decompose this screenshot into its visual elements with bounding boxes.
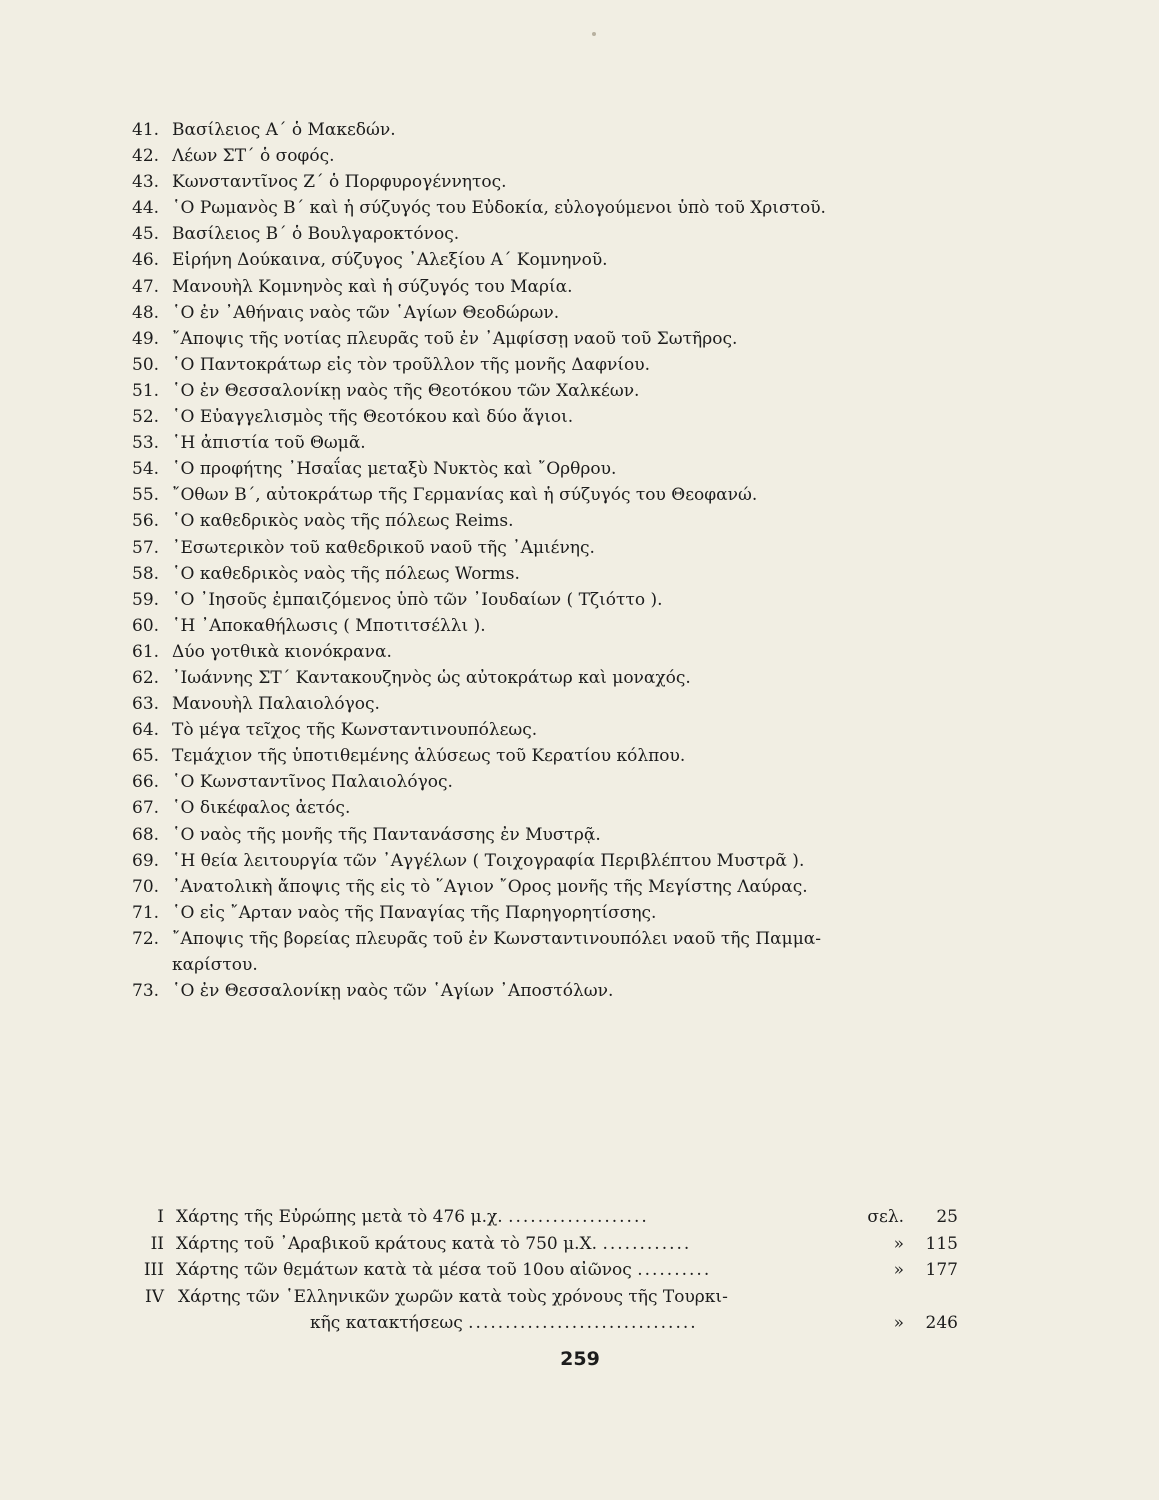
list-item-continuation bbox=[132, 952, 982, 978]
list-item bbox=[132, 456, 982, 482]
list-item bbox=[132, 274, 982, 300]
item-caption: Τὸ μέγα τεῖχος τῆς Κωνσταντινουπόλεως. bbox=[172, 720, 538, 741]
list-item bbox=[132, 639, 982, 665]
maps-list bbox=[130, 1204, 958, 1337]
item-caption: ῎Αποψις τῆς νοτίας πλευρᾶς τοῦ ἐν ᾿Αμφίσσῃ ναοῦ τοῦ Σωτῆρος. bbox=[172, 328, 738, 349]
item-number: 52. bbox=[132, 407, 160, 428]
map-title bbox=[164, 1310, 864, 1337]
list-item bbox=[132, 535, 982, 561]
item-caption: ῾Ο ναὸς τῆς μονῆς τῆς Παντανάσσης ἐν Μυστρᾷ. bbox=[172, 824, 601, 845]
map-title-text: κῆς κατακτήσεως bbox=[310, 1313, 463, 1333]
list-item bbox=[132, 300, 982, 326]
item-number: 57. bbox=[132, 537, 160, 558]
item-caption: ῾Η ἀπιστία τοῦ Θωμᾶ. bbox=[172, 433, 366, 454]
item-caption: ῾Ο Παντοκράτωρ εἰς τὸν τροῦλλον τῆς μονῆς Δαφνίου. bbox=[172, 354, 651, 375]
map-entry bbox=[130, 1257, 958, 1284]
item-caption-continuation: καρίστου. bbox=[172, 955, 258, 975]
item-number: 64. bbox=[132, 720, 160, 741]
speck-mark bbox=[592, 32, 596, 36]
map-page-number: 177 bbox=[925, 1260, 958, 1280]
item-number: 70. bbox=[132, 876, 160, 897]
item-number: 41. bbox=[132, 120, 160, 140]
list-item bbox=[132, 978, 982, 1004]
item-number: 69. bbox=[132, 850, 160, 871]
list-item bbox=[132, 247, 982, 273]
item-caption: Δύο γοτθικὰ κιονόκρανα. bbox=[172, 641, 392, 662]
item-caption: Μανουὴλ Κομνηνὸς καὶ ἡ σύζυγός του Μαρία. bbox=[172, 276, 573, 297]
list-item bbox=[132, 352, 982, 378]
item-caption: ῾Ο ἐν Θεσσαλονίκῃ ναὸς τῆς Θεοτόκου τῶν Χαλκέων. bbox=[172, 380, 640, 401]
item-number: 72. bbox=[132, 928, 160, 949]
item-caption: ῾Ο δικέφαλος ἀετός. bbox=[172, 798, 351, 819]
item-number: 53. bbox=[132, 433, 160, 454]
map-title bbox=[164, 1204, 864, 1231]
map-page-ref: » bbox=[893, 1260, 904, 1280]
map-roman-numeral bbox=[130, 1310, 164, 1337]
list-item bbox=[132, 430, 982, 456]
list-item bbox=[132, 795, 982, 821]
item-caption: Μανουὴλ Παλαιολόγος. bbox=[172, 694, 380, 715]
map-page-number bbox=[904, 1284, 958, 1311]
item-number: 61. bbox=[132, 641, 160, 662]
item-caption: ῾Ο εἰς ῎Αρταν ναὸς τῆς Παναγίας τῆς Παρηγορητίσσης. bbox=[172, 902, 657, 923]
item-caption: ῾Ο ᾿Ιησοῦς ἐμπαιζόμενος ὑπὸ τῶν ᾿Ιουδαίων ( Τζιόττο ). bbox=[172, 589, 663, 610]
leader-dots: ............................... bbox=[468, 1313, 698, 1333]
map-page-number: 246 bbox=[925, 1313, 958, 1333]
map-title-text: Χάρτης τῆς Εὐρώπης μετὰ τὸ 476 μ.χ. bbox=[176, 1207, 503, 1227]
map-roman-numeral: IV bbox=[145, 1286, 164, 1307]
item-caption: ᾿Ιωάννης ΣΤ΄ Καντακουζηνὸς ὡς αὐτοκράτωρ καὶ μοναχός. bbox=[172, 667, 691, 688]
list-item bbox=[132, 143, 982, 169]
item-caption: Κωνσταντῖνος Ζ΄ ὁ Πορφυρογέννητος. bbox=[172, 172, 507, 193]
list-item bbox=[132, 926, 982, 952]
item-caption: ῾Η θεία λειτουργία τῶν ᾿Αγγέλων ( Τοιχογραφία Περιβλέπτου Μυστρᾶ ). bbox=[172, 850, 805, 871]
map-title-text: Χάρτης τοῦ ᾿Αραβικοῦ κράτους κατὰ τὸ 750 μ.Χ. bbox=[176, 1233, 598, 1254]
list-item bbox=[132, 587, 982, 613]
list-item bbox=[132, 482, 982, 508]
item-caption: ῾Ο Κωνσταντῖνος Παλαιολόγος. bbox=[172, 772, 453, 793]
item-caption: ῾Ο καθεδρικὸς ναὸς τῆς πόλεως Reims. bbox=[172, 511, 514, 532]
list-item bbox=[132, 874, 982, 900]
map-roman-numeral: I bbox=[157, 1207, 164, 1227]
item-number: 43. bbox=[132, 172, 160, 193]
map-page-ref: » bbox=[893, 1313, 904, 1333]
map-roman-numeral: III bbox=[143, 1260, 164, 1280]
item-caption: ῾Ο Ρωμανὸς Β΄ καὶ ἡ σύζυγός του Εὐδοκία, εὐλογούμενοι ὑπὸ τοῦ Χριστοῦ. bbox=[172, 198, 826, 219]
item-number: 48. bbox=[132, 302, 160, 323]
map-page-number: 25 bbox=[936, 1207, 958, 1227]
list-item bbox=[132, 848, 982, 874]
item-number: 50. bbox=[132, 354, 160, 375]
item-caption: Λέων ΣΤ΄ ὁ σοφός. bbox=[172, 146, 335, 167]
map-page-number: 115 bbox=[925, 1233, 958, 1254]
list-item bbox=[132, 613, 982, 639]
map-entry bbox=[130, 1231, 958, 1258]
item-number: 59. bbox=[132, 589, 160, 610]
item-number: 71. bbox=[132, 902, 160, 923]
item-caption: Βασίλειος Β΄ ὁ Βουλγαροκτόνος. bbox=[172, 224, 460, 245]
item-number: 62. bbox=[132, 667, 160, 688]
list-item bbox=[132, 169, 982, 195]
leader-dots: ............ bbox=[602, 1233, 692, 1254]
item-caption: ῾Ο Εὐαγγελισμὸς τῆς Θεοτόκου καὶ δύο ἅγιοι. bbox=[172, 407, 574, 428]
list-item bbox=[132, 378, 982, 404]
list-item bbox=[132, 822, 982, 848]
item-number: 65. bbox=[132, 746, 160, 767]
map-title: Χάρτης τῶν ῾Ελληνικῶν χωρῶν κατὰ τοὺς χρόνους τῆς Τουρκι- bbox=[178, 1286, 728, 1307]
map-entry bbox=[130, 1284, 958, 1311]
item-number: 58. bbox=[132, 563, 160, 584]
illustration-list bbox=[132, 117, 982, 1004]
list-item bbox=[132, 508, 982, 534]
item-caption: ῾Ο προφήτης ᾿Ησαΐας μεταξὺ Νυκτὸς καὶ ῎Ορθρου. bbox=[172, 459, 617, 480]
item-caption: Βασίλειος Α΄ ὁ Μακεδών. bbox=[172, 120, 396, 140]
item-number: 46. bbox=[132, 250, 160, 271]
map-title bbox=[164, 1231, 864, 1258]
item-number: 60. bbox=[132, 615, 160, 636]
item-caption: ῾Ο ἐν ᾿Αθήναις ναὸς τῶν ῾Αγίων Θεοδώρων. bbox=[172, 302, 560, 323]
item-number: 55. bbox=[132, 485, 160, 506]
map-entry bbox=[130, 1310, 958, 1337]
list-item bbox=[132, 717, 982, 743]
map-page-ref bbox=[864, 1284, 904, 1311]
item-number: 51. bbox=[132, 380, 160, 401]
list-item bbox=[132, 404, 982, 430]
item-number: 63. bbox=[132, 694, 160, 715]
map-entry bbox=[130, 1204, 958, 1231]
list-item bbox=[132, 900, 982, 926]
map-roman-numeral: II bbox=[150, 1233, 164, 1254]
item-number: 49. bbox=[132, 328, 160, 349]
item-number: 47. bbox=[132, 276, 160, 297]
list-item bbox=[132, 117, 982, 143]
map-title bbox=[164, 1257, 864, 1284]
list-item bbox=[132, 769, 982, 795]
list-item bbox=[132, 665, 982, 691]
list-item bbox=[132, 743, 982, 769]
list-item bbox=[132, 221, 982, 247]
page-number: 259 bbox=[560, 1348, 600, 1370]
leader-dots: ................... bbox=[508, 1207, 649, 1227]
item-number: 54. bbox=[132, 459, 160, 480]
list-item bbox=[132, 691, 982, 717]
item-number: 42. bbox=[132, 146, 160, 167]
item-number: 73. bbox=[132, 981, 160, 1002]
item-caption: Εἰρήνη Δούκαινα, σύζυγος ᾿Αλεξίου Α΄ Κομνηνοῦ. bbox=[172, 250, 608, 271]
leader-dots: .......... bbox=[637, 1260, 712, 1280]
item-number: 68. bbox=[132, 824, 160, 845]
item-number: 67. bbox=[132, 798, 160, 819]
item-number: 44. bbox=[132, 198, 160, 219]
item-caption: ῾Η ᾿Αποκαθήλωσις ( Μποτιτσέλλι ). bbox=[172, 615, 486, 636]
list-item bbox=[132, 561, 982, 587]
item-caption: Τεμάχιον τῆς ὑποτιθεμένης ἁλύσεως τοῦ Κερατίου κόλπου. bbox=[172, 746, 686, 767]
list-item bbox=[132, 195, 982, 221]
item-number: 66. bbox=[132, 772, 160, 793]
map-title-text: Χάρτης τῶν θεμάτων κατὰ τὰ μέσα τοῦ 10ου αἰῶνος bbox=[176, 1260, 632, 1280]
list-item bbox=[132, 326, 982, 352]
item-caption: ῾Ο καθεδρικὸς ναὸς τῆς πόλεως Worms. bbox=[172, 563, 520, 584]
item-number: 56. bbox=[132, 511, 160, 532]
item-caption: ᾿Ανατολικὴ ἄποψις τῆς εἰς τὸ ῞Αγιον ῎Ορος μονῆς τῆς Μεγίστης Λαύρας. bbox=[172, 876, 808, 897]
item-number: 45. bbox=[132, 224, 160, 245]
item-caption: ῾Ο ἐν Θεσσαλονίκῃ ναὸς τῶν ῾Αγίων ᾿Αποστόλων. bbox=[172, 981, 614, 1002]
map-page-ref: » bbox=[893, 1233, 904, 1254]
item-caption: ᾿Εσωτερικὸν τοῦ καθεδρικοῦ ναοῦ τῆς ᾿Αμιένης. bbox=[172, 537, 595, 558]
map-page-ref: σελ. bbox=[867, 1207, 904, 1227]
item-caption: ῎Οθων Β΄, αὐτοκράτωρ τῆς Γερμανίας καὶ ἡ σύζυγός του Θεοφανώ. bbox=[172, 485, 758, 506]
item-caption: ῎Αποψις τῆς βορείας πλευρᾶς τοῦ ἐν Κωνσταντινουπόλει ναοῦ τῆς Παμμα- bbox=[172, 928, 821, 949]
